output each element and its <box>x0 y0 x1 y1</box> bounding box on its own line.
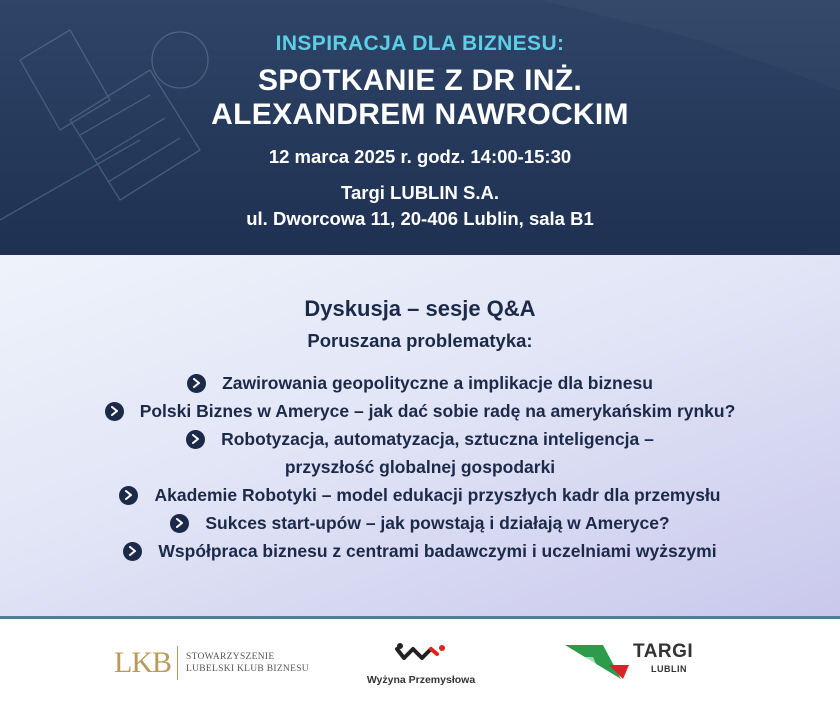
wyzyna-przemyslowa-logo <box>362 641 480 691</box>
lkb-name <box>186 651 309 675</box>
topic-text: Akademie Robotyki – model edukacji przyszłych kadr dla przemysłu <box>154 484 721 505</box>
event-title-line-1: SPOTKANIE Z DR INŻ. <box>257 64 583 97</box>
chevron-right-circle-icon <box>187 374 206 393</box>
topic-continuation <box>0 454 840 480</box>
topic-item <box>0 370 840 396</box>
header-banner <box>0 0 840 255</box>
chevron-right-circle-icon <box>170 514 189 533</box>
topic-item <box>0 538 840 564</box>
topic-text: Robotyzacja, automatyzacja, sztuczna inteligencja – <box>221 428 654 449</box>
wyzyna-name: Wyżyna Przemysłowa <box>366 674 476 686</box>
topic-text: Sukces start-upów – jak powstają i działają w Ameryce? <box>205 512 670 533</box>
topic-item <box>0 510 840 536</box>
lkb-name-line-2: LUBELSKI KLUB BIZNESU <box>186 664 309 674</box>
topic-text: Współpraca biznesu z centrami badawczymi i uczelniami wyższymi <box>158 540 717 561</box>
targi-subtitle: LUBLIN <box>651 664 687 674</box>
targi-lublin-logo <box>565 641 705 685</box>
topic-text: Polski Biznes w Ameryce – jak dać sobie radę na amerykańskim rynku? <box>139 400 736 421</box>
targi-triangle-icon <box>565 641 631 681</box>
lkb-monogram: LKB <box>114 646 171 679</box>
event-kicker: INSPIRACJA DLA BIZNESU: <box>275 32 565 55</box>
lkb-logo <box>114 643 309 683</box>
lkb-divider <box>177 646 178 680</box>
lkb-name-line-1: STOWARZYSZENIE <box>186 652 275 662</box>
event-title-line-2: ALEXANDREM NAWROCKIM <box>211 98 629 131</box>
event-date: 12 marca 2025 r. godz. 14:00-15:30 <box>268 146 572 167</box>
agenda-subtitle: Poruszana problematyka: <box>307 330 533 351</box>
topic-item <box>0 482 840 508</box>
agenda-title: Dyskusja – sesje Q&A <box>304 296 536 321</box>
event-venue-address: ul. Dworcowa 11, 20-406 Lublin, sala B1 <box>246 208 594 229</box>
topic-text: Zawirowania geopolityczne a implikacje dla biznesu <box>222 372 653 393</box>
chevron-right-circle-icon <box>105 402 124 421</box>
topic-item <box>0 398 840 424</box>
chevron-right-circle-icon <box>123 542 142 561</box>
chevron-right-circle-icon <box>119 486 138 505</box>
chevron-right-circle-icon <box>186 430 205 449</box>
sponsor-footer <box>0 619 840 704</box>
wyzyna-wave-icon <box>391 641 451 663</box>
targi-wordmark: TARGI <box>633 641 694 662</box>
topic-text-continued: przyszłość globalnej gospodarki <box>284 456 556 477</box>
topic-item <box>0 426 840 452</box>
event-venue-name: Targi LUBLIN S.A. <box>341 182 499 203</box>
